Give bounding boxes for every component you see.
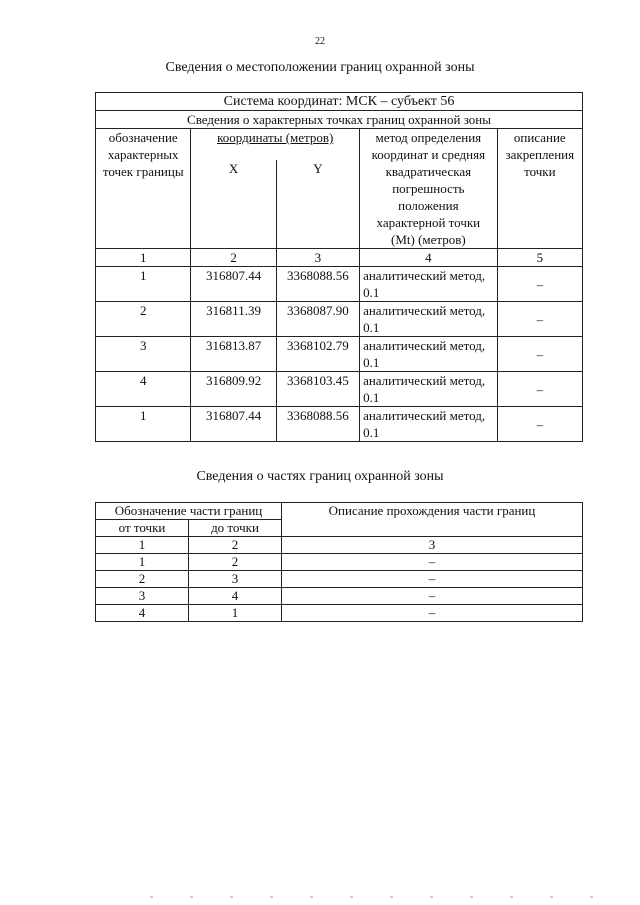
cell-method: аналитический метод, 0.1 [360,267,498,302]
cell-point: 4 [96,372,191,407]
boundary-parts-table [95,502,583,622]
scan-artifact [150,896,620,898]
header-part-desc: Описание прохождения части границ [282,503,583,537]
table-header-row [96,129,583,161]
table-row [96,337,583,372]
cell-method: аналитический метод, 0.1 [360,407,498,442]
column-number: 3 [276,249,359,267]
column-number: 1 [96,537,189,554]
cell-from: 1 [96,554,189,571]
column-number: 2 [191,249,276,267]
cell-y: 3368088.56 [276,267,359,302]
column-number-row [96,537,583,554]
table-row [96,93,583,111]
header-x: X [191,160,276,249]
header-part: Обозначение части границ [96,503,282,520]
cell-desc: – [497,302,582,337]
cell-to: 1 [189,605,282,622]
cell-y: 3368102.79 [276,337,359,372]
cell-point: 1 [96,407,191,442]
cell-point: 3 [96,337,191,372]
cell-desc: – [497,372,582,407]
coordinate-system-cell: Система координат: МСК – субъект 56 [96,93,583,111]
cell-desc: – [497,267,582,302]
cell-to: 2 [189,554,282,571]
cell-method: аналитический метод, 0.1 [360,337,498,372]
cell-part-desc: – [282,605,583,622]
header-from: от точки [96,520,189,537]
header-method: метод определения координат и средняя квадратическая погрешность положения характерной точки (Mt) (метров) [360,129,498,249]
cell-part-desc: – [282,588,583,605]
section-title-boundaries: Сведения о местоположении границ охранной зоны [165,60,475,75]
table-row [96,588,583,605]
cell-point: 1 [96,267,191,302]
cell-method: аналитический метод, 0.1 [360,302,498,337]
points-subtitle-cell: Сведения о характерных точках границ охранной зоны [96,111,583,129]
column-number: 4 [360,249,498,267]
cell-x: 316807.44 [191,407,276,442]
cell-from: 3 [96,588,189,605]
section-title-parts: Сведения о частях границ охранной зоны [196,469,444,484]
page-number: 22 [315,36,325,47]
cell-point: 2 [96,302,191,337]
cell-desc: – [497,337,582,372]
column-number: 1 [96,249,191,267]
cell-part-desc: – [282,571,583,588]
table-row [96,372,583,407]
header-to: до точки [189,520,282,537]
boundary-points-table [95,92,583,442]
cell-y: 3368087.90 [276,302,359,337]
cell-x: 316813.87 [191,337,276,372]
table-row [96,605,583,622]
column-number: 5 [497,249,582,267]
table-row [96,571,583,588]
header-coords-label: координаты (метров) [217,130,334,145]
header-y: Y [276,160,359,249]
header-desc: описание закрепления точки [497,129,582,249]
cell-desc: – [497,407,582,442]
cell-y: 3368103.45 [276,372,359,407]
column-number-row [96,249,583,267]
table-header-row [96,503,583,520]
column-number: 3 [282,537,583,554]
cell-to: 3 [189,571,282,588]
cell-x: 316807.44 [191,267,276,302]
table-row [96,302,583,337]
cell-x: 316811.39 [191,302,276,337]
column-number: 2 [189,537,282,554]
table-row [96,111,583,129]
cell-part-desc: – [282,554,583,571]
table-row [96,407,583,442]
table-row [96,554,583,571]
cell-from: 2 [96,571,189,588]
cell-x: 316809.92 [191,372,276,407]
cell-y: 3368088.56 [276,407,359,442]
header-point: обозначение характерных точек границы [96,129,191,249]
cell-to: 4 [189,588,282,605]
cell-from: 4 [96,605,189,622]
header-coords [191,129,360,161]
table-row [96,267,583,302]
cell-method: аналитический метод, 0.1 [360,372,498,407]
